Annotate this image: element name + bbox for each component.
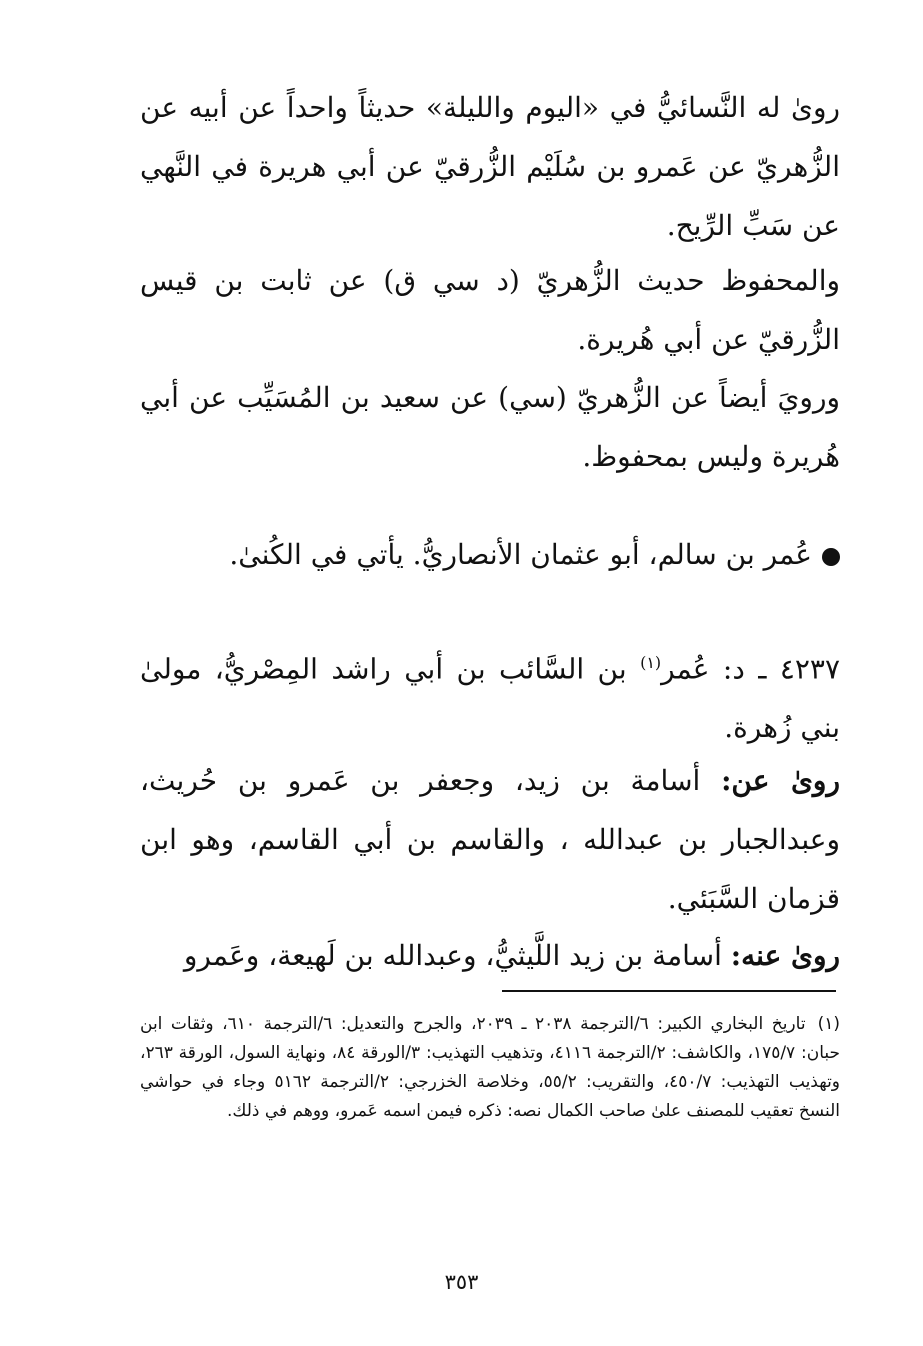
paragraph-nasai-narration: رویٰ له النَّسائيُّ في «اليوم والليلة» حديثاً واحداً عن أبيه عن الزُّهريّ عن عَمرو بن سُلَيْم الزُّرقيّ عن أبي هريرة في النَّهي عن سَبِّ الرِّيح. (140, 91, 840, 242)
paragraph-mahfuz-hadith: والمحفوظ حديث الزُّهريّ (د سي ق) عن ثابت بن قيس الزُّرقيّ عن أبي هُريرة. (140, 264, 840, 356)
page-number: ٣٥٣ (444, 1270, 479, 1294)
narrated-by-label: رویٰ عنه: (730, 939, 840, 972)
entry-umar-ibn-salim-text: عُمر بن سالم، أبو عثمان الأنصاريُّ. يأتي في الكُنىٰ. (229, 538, 812, 571)
entry-umar-ibn-salim (140, 525, 840, 584)
footnote-reference[interactable]: (١) (640, 653, 662, 672)
footnote-number: (١) (817, 1014, 840, 1034)
bullet-icon (822, 548, 840, 566)
narrated-from-text: أسامة بن زيد، وجعفر بن عَمرو بن حُريث، وعبدالجبار بن عبدالله ، والقاسم بن أبي القاسم، وهو ابن قزمان السَّبَئي. (140, 764, 840, 915)
paragraph-narrated-from (140, 751, 840, 928)
narrated-from-label: رویٰ عن: (721, 764, 840, 797)
entry-4237-name: بن السَّائب بن أبي راشد المِصْريُّ، مولىٰ بني زُهرة. (140, 652, 840, 745)
narrated-by-text: أسامة بن زيد اللَّيثيُّ، وعبدالله بن لَهيعة، وعَمرو (183, 939, 731, 972)
paragraph-narrated-by (140, 926, 840, 985)
entry-4237-heading (140, 633, 840, 757)
paragraph-also-narrated: ورويَ أيضاً عن الزُّهريّ (سي) عن سعيد بن المُسَيِّب عن أبي هُريرة وليس بمحفوظ. (140, 381, 840, 473)
entry-4237-number: ٤٢٣٧ ـ د: عُمر (661, 652, 840, 686)
footnote-text: تاريخ البخاري الكبير: ٦/الترجمة ٢٠٣٨ ـ ٢٠٣٩، والجرح والتعديل: ٦/الترجمة ٦١٠، وثقات ابن حبان: ١٧٥/٧، والكاشف: ٢/الترجمة ٤١١٦، وتذهيب التهذيب: ٣/الورقة ٨٤، ونهاية السول، الورقة ٢٦٣، وتهذيب التهذيب: ٤٥٠/٧، والتقريب: ٥٥/٢، وخلاصة الخزرجي: ٢/الترجمة ٥١٦٢ وجاء في حواشي النسخ تعقيب للمصنف علىٰ صاحب الكمال نصه: ذكره فيمن اسمه عَمرو، ووهم في ذلك. (140, 1014, 841, 1121)
footnote-divider (502, 990, 836, 992)
footnote (140, 1010, 840, 1126)
